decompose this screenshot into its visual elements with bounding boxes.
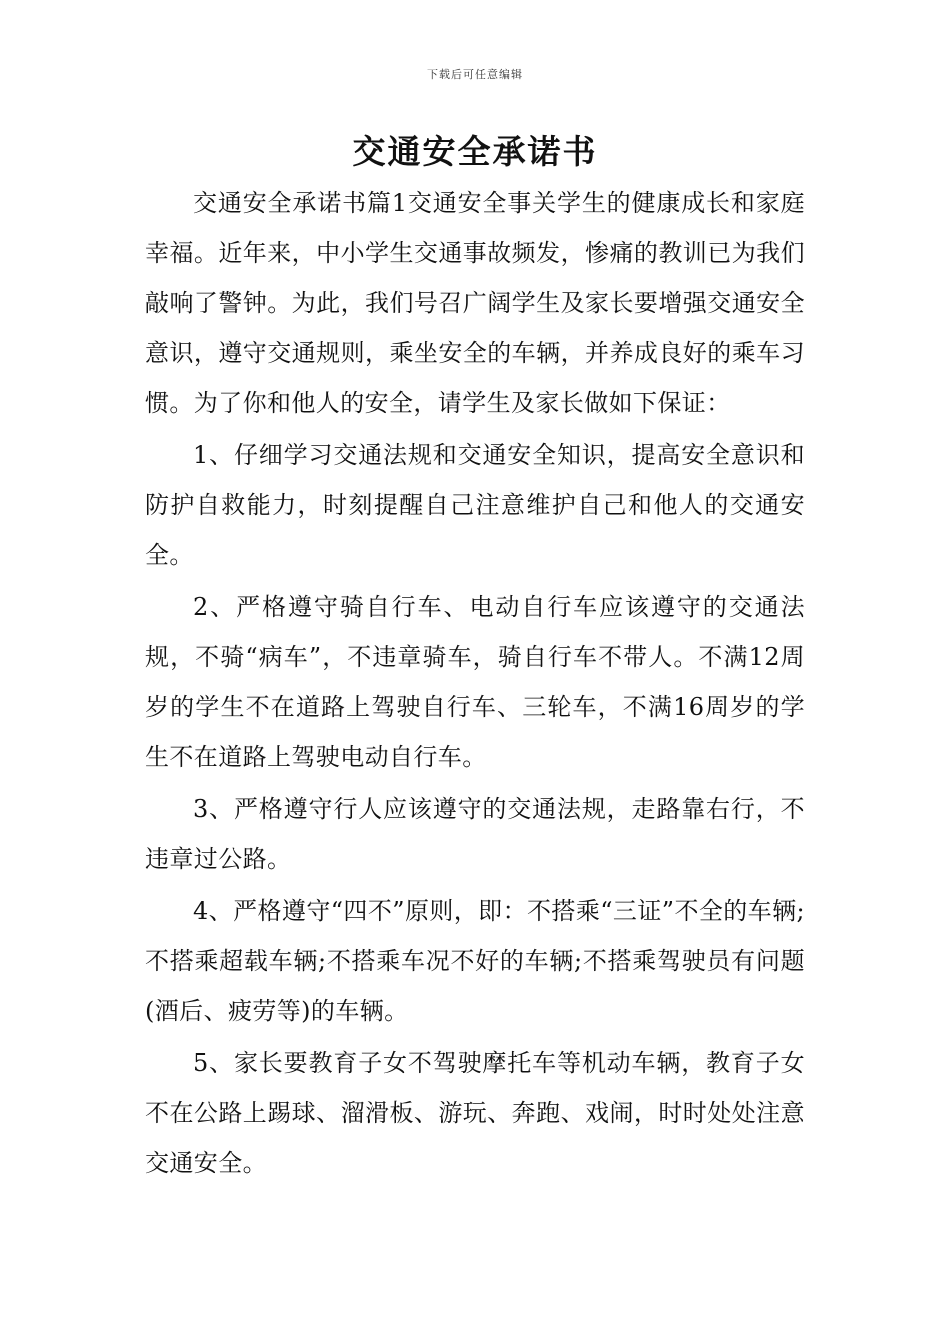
paragraph-item-3: 3、严格遵守行人应该遵守的交通法规，走路靠右行，不违章过公路。 (145, 795, 805, 873)
paragraph-item-1: 1、仔细学习交通法规和交通安全知识，提高安全意识和防护自救能力，时刻提醒自己注意维护自己和他人的交通安全。 (145, 441, 805, 569)
paragraph-intro: 交通安全承诺书篇1交通安全事关学生的健康成长和家庭幸福。近年来，中小学生交通事故频发，惨痛的教训已为我们敲响了警钟。为此，我们号召广阔学生及家长要增强交通安全意识，遵守交通规则，乘坐安全的车辆，并养成良好的乘车习惯。为了你和他人的安全，请学生及家长做如下保证： (145, 189, 805, 417)
header-note: 下载后可任意编辑 (427, 68, 523, 81)
document-body (145, 178, 805, 1190)
paragraph-item-4: 4、严格遵守“四不”原则，即：不搭乘“三证”不全的车辆;不搭乘超载车辆;不搭乘车况不好的车辆;不搭乘驾驶员有问题(酒后、疲劳等)的车辆。 (145, 897, 805, 1025)
paragraph-item-5: 5、家长要教育子女不驾驶摩托车等机动车辆，教育子女不在公路上踢球、溜滑板、游玩、奔跑、戏闹，时时处处注意交通安全。 (145, 1049, 805, 1177)
paragraph-item-2: 2、严格遵守骑自行车、电动自行车应该遵守的交通法规，不骑“病车”，不违章骑车，骑自行车不带人。不满12周岁的学生不在道路上驾驶自行车、三轮车，不满16周岁的学生不在道路上驾驶电动自行车。 (145, 593, 805, 771)
document-title: 交通安全承诺书 (352, 132, 598, 171)
